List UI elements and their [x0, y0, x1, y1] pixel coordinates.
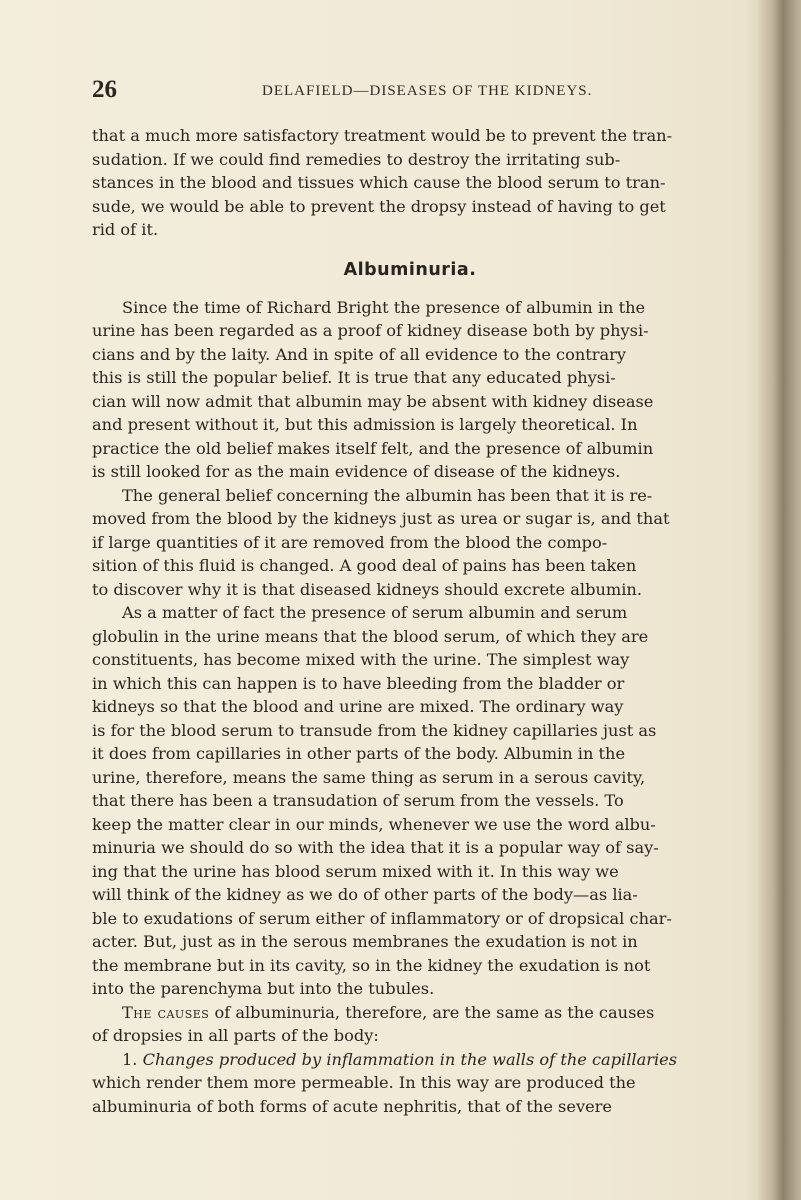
text-line: to discover why it is that diseased kidneys should excrete albumin. — [92, 579, 642, 599]
small-caps-lead: The causes — [122, 1002, 210, 1022]
text-line — [92, 1001, 768, 1025]
text-line: sition of this fluid is changed. A good deal of pains has been taken — [92, 556, 637, 575]
section-heading: Albuminuria. — [343, 259, 477, 280]
text-line: moved from the blood by the kidneys just as urea or sugar is, and that — [92, 509, 670, 528]
text-line: stances in the blood and tissues which cause the blood serum to tran- — [92, 173, 666, 192]
text-line: constituents, has become mixed with the urine. The simplest way — [92, 650, 630, 669]
text-line: keep the matter clear in our minds, whenever we use the word albu- — [92, 814, 656, 834]
text-line: As a matter of fact the presence of serum albumin and serum — [122, 603, 628, 622]
text-line: urine has been regarded as a proof of kidney disease both by physi- — [92, 321, 649, 340]
text-line: it does from capillaries in other parts of the body. Albumin in the — [92, 744, 626, 763]
page-number: 26 — [92, 76, 117, 103]
list-number: 1. — [122, 1049, 143, 1069]
text-line: urine, therefore, means the same thing as serum in a serous cavity, — [92, 767, 646, 787]
text-line: practice the old belief makes itself felt, and the presence of albumin — [92, 438, 654, 458]
text-line: that a much more satisfactory treatment would be to prevent the tran- — [92, 126, 673, 145]
text-line: Since the time of Richard Bright the presence of albumin in the — [122, 297, 646, 317]
text-line: cian will now admit that albumin may be absent with kidney disease — [92, 391, 654, 411]
page-header — [92, 76, 772, 106]
paragraph-bright — [92, 296, 768, 484]
text-line: if large quantities of it are removed from the blood the compo- — [92, 532, 608, 552]
page-body — [92, 124, 768, 1118]
text-line: minuria we should do so with the idea that it is a popular way of say- — [92, 838, 659, 857]
paragraph-matter-of-fact — [92, 601, 768, 1001]
text-line: that there has been a transudation of serum from the vessels. To — [92, 791, 624, 810]
text-line: is for the blood serum to transude from the kidney capillaries just as — [92, 720, 657, 740]
text-line: globulin in the urine means that the blood serum, of which they are — [92, 626, 649, 646]
text-line: which render them more permeable. In this way are produced the — [92, 1073, 636, 1092]
text-line: rid of it. — [92, 220, 159, 239]
text-line: of dropsies in all parts of the body: — [92, 1026, 379, 1045]
text-line: the membrane but in its cavity, so in the kidney the exudation is not — [92, 955, 651, 975]
text-line — [92, 1048, 768, 1072]
text-line: kidneys so that the blood and urine are mixed. The ordinary way — [92, 697, 624, 716]
text-line: into the parenchyma but into the tubules. — [92, 979, 435, 998]
running-head: DELAFIELD—DISEASES OF THE KIDNEYS. — [262, 83, 593, 99]
paragraph-continuation — [92, 124, 768, 242]
text-line: The general belief concerning the albumin has been that it is re- — [122, 485, 653, 505]
text-line: cians and by the laity. And in spite of all evidence to the contrary — [92, 344, 627, 364]
text-line: will think of the kidney as we do of other parts of the body—as lia- — [92, 885, 638, 904]
text-line: and present without it, but this admission is largely theoretical. In — [92, 415, 638, 434]
text-line: in which this can happen is to have bleeding from the bladder or — [92, 673, 625, 693]
text-line: sudation. If we could find remedies to destroy the irritating sub- — [92, 149, 621, 169]
italic-text: Changes produced by inflammation in the walls of the capillaries — [142, 1049, 678, 1069]
text-line: acter. But, just as in the serous membranes the exudation is not in — [92, 932, 638, 951]
text-line: is still looked for as the main evidence of disease of the kidneys. — [92, 462, 621, 481]
text-line: this is still the popular belief. It is true that any educated physi- — [92, 368, 616, 387]
text-line: albuminuria of both forms of acute nephritis, that of the severe — [92, 1096, 612, 1116]
paragraph-causes — [92, 1001, 768, 1048]
paragraph-item-1 — [92, 1048, 768, 1119]
text-line: ing that the urine has blood serum mixed with it. In this way we — [92, 861, 619, 881]
text-line: sude, we would be able to prevent the dropsy instead of having to get — [92, 196, 666, 216]
text-run: of albuminuria, therefore, are the same as the causes — [209, 1002, 655, 1022]
paragraph-general-belief — [92, 484, 768, 602]
text-line: ble to exudations of serum either of inflammatory or of dropsical char- — [92, 908, 672, 928]
